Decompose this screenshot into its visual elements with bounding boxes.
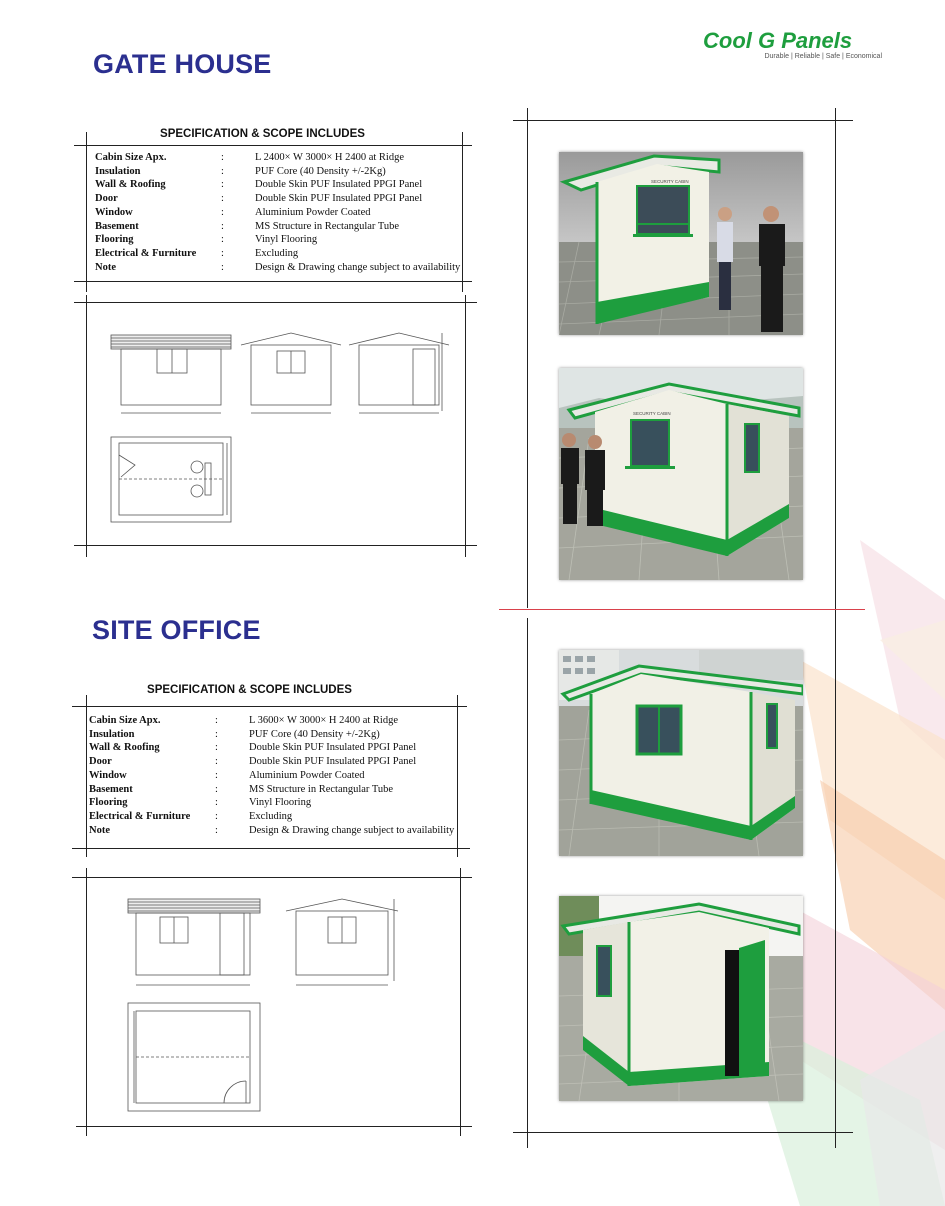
gate-house-spec-heading: SPECIFICATION & SCOPE INCLUDES: [160, 128, 365, 140]
spec-value: MS Structure in Rectangular Tube: [249, 783, 394, 795]
spec-row: [89, 714, 454, 728]
gate-house-spec-table: [95, 151, 460, 274]
frame-line: [527, 108, 528, 608]
spec-row: [89, 741, 454, 755]
spec-colon: :: [221, 234, 224, 246]
spec-value: Excluding: [249, 810, 293, 822]
spec-row: [89, 810, 454, 824]
spec-row: [95, 247, 460, 261]
spec-value: Double Skin PUF Insulated PPGI Panel: [249, 756, 417, 768]
spec-colon: :: [221, 179, 224, 191]
spec-value: Vinyl Flooring: [249, 797, 312, 809]
spec-value: Design & Drawing change subject to availability: [255, 261, 461, 273]
spec-value: PUF Core (40 Density +/-2Kg): [249, 728, 380, 740]
spec-value: Aluminium Powder Coated: [249, 769, 365, 781]
spec-value: MS Structure in Rectangular Tube: [255, 220, 400, 232]
spec-label: Cabin Size Apx.: [95, 152, 167, 163]
spec-label: Window: [95, 206, 133, 218]
spec-label: Electrical & Furniture: [89, 810, 191, 822]
photo-label: SECURITY CABIN: [651, 179, 689, 184]
spec-value: Double Skin PUF Insulated PPGI Panel: [255, 179, 423, 191]
spec-row: [89, 783, 454, 797]
frame-line: [513, 120, 853, 121]
spec-value: Excluding: [255, 247, 299, 259]
frame-line: [462, 132, 463, 292]
spec-row: [95, 178, 460, 192]
spec-value: Double Skin PUF Insulated PPGI Panel: [249, 742, 417, 754]
frame-line: [74, 145, 472, 146]
spec-colon: :: [215, 769, 218, 781]
site-office-photo-1: [559, 650, 803, 856]
frame-line: [86, 132, 87, 292]
spec-label: Electrical & Furniture: [95, 247, 197, 259]
spec-colon: :: [221, 261, 224, 273]
spec-colon: :: [215, 783, 218, 795]
gate-house-photo-2: [559, 368, 803, 580]
spec-colon: :: [221, 193, 224, 205]
spec-colon: :: [221, 165, 224, 177]
frame-line: [86, 868, 87, 1136]
frame-line: [76, 1126, 472, 1127]
frame-line: [72, 877, 472, 878]
spec-row: [89, 755, 454, 769]
red-divider: [499, 609, 865, 610]
site-office-spec-heading: SPECIFICATION & SCOPE INCLUDES: [147, 684, 352, 696]
spec-label: Basement: [89, 783, 133, 795]
spec-row: [89, 796, 454, 810]
spec-label: Door: [89, 756, 112, 768]
frame-line: [86, 295, 87, 557]
spec-label: Flooring: [95, 234, 134, 246]
spec-label: Basement: [95, 220, 139, 232]
spec-colon: :: [215, 742, 218, 754]
spec-value: PUF Core (40 Density +/-2Kg): [255, 165, 386, 177]
frame-line: [72, 706, 467, 707]
spec-label: Window: [89, 769, 127, 781]
spec-row: [89, 824, 454, 838]
spec-label: Insulation: [89, 728, 135, 740]
spec-row: [95, 233, 460, 247]
spec-colon: :: [221, 152, 224, 163]
spec-colon: :: [215, 810, 218, 822]
frame-line: [460, 868, 461, 1136]
spec-row: [89, 728, 454, 742]
site-office-photo-2: [559, 896, 803, 1101]
spec-row: [89, 769, 454, 783]
brand-logo: [703, 28, 888, 60]
spec-colon: :: [215, 797, 218, 809]
frame-line: [527, 618, 528, 1148]
gate-house-drawing: [105, 325, 455, 530]
frame-line: [835, 108, 836, 1148]
spec-row: [95, 220, 460, 234]
spec-colon: :: [215, 728, 218, 740]
frame-line: [86, 695, 87, 857]
spec-label: Wall & Roofing: [89, 742, 160, 754]
spec-label: Insulation: [95, 165, 141, 177]
logo-tagline: Durable | Reliable | Safe | Economical: [764, 53, 882, 60]
frame-line: [457, 695, 458, 857]
site-office-title: SITE OFFICE: [92, 615, 261, 645]
frame-line: [74, 281, 472, 282]
frame-line: [72, 848, 470, 849]
spec-value: Double Skin PUF Insulated PPGI Panel: [255, 193, 423, 205]
spec-label: Flooring: [89, 797, 128, 809]
spec-colon: :: [215, 824, 218, 836]
spec-row: [95, 151, 460, 165]
spec-value: Design & Drawing change subject to availability: [249, 824, 455, 836]
gate-house-title: GATE HOUSE: [93, 49, 272, 79]
spec-colon: :: [215, 756, 218, 768]
spec-value: Aluminium Powder Coated: [255, 206, 371, 218]
spec-colon: :: [221, 247, 224, 259]
frame-line: [465, 295, 466, 557]
spec-row: [95, 192, 460, 206]
spec-colon: :: [221, 206, 224, 218]
gate-house-photo-1: [559, 152, 803, 335]
spec-label: Door: [95, 193, 118, 205]
spec-value: L 2400× W 3000× H 2400 at Ridge: [255, 152, 405, 163]
site-office-spec-table: [89, 714, 454, 837]
spec-value: Vinyl Flooring: [255, 234, 318, 246]
spec-label: Cabin Size Apx.: [89, 715, 161, 726]
spec-label: Note: [95, 261, 116, 273]
site-office-drawing: [124, 895, 414, 1115]
frame-line: [74, 545, 477, 546]
spec-row: [95, 206, 460, 220]
frame-line: [74, 302, 477, 303]
photo-label: SECURITY CABIN: [633, 411, 671, 416]
frame-line: [513, 1132, 853, 1133]
spec-colon: :: [221, 220, 224, 232]
spec-row: [95, 165, 460, 179]
spec-colon: :: [215, 715, 218, 726]
spec-row: [95, 261, 460, 275]
spec-label: Note: [89, 824, 110, 836]
spec-value: L 3600× W 3000× H 2400 at Ridge: [249, 715, 399, 726]
spec-label: Wall & Roofing: [95, 179, 166, 191]
logo-text: Cool G Panels: [703, 28, 853, 53]
